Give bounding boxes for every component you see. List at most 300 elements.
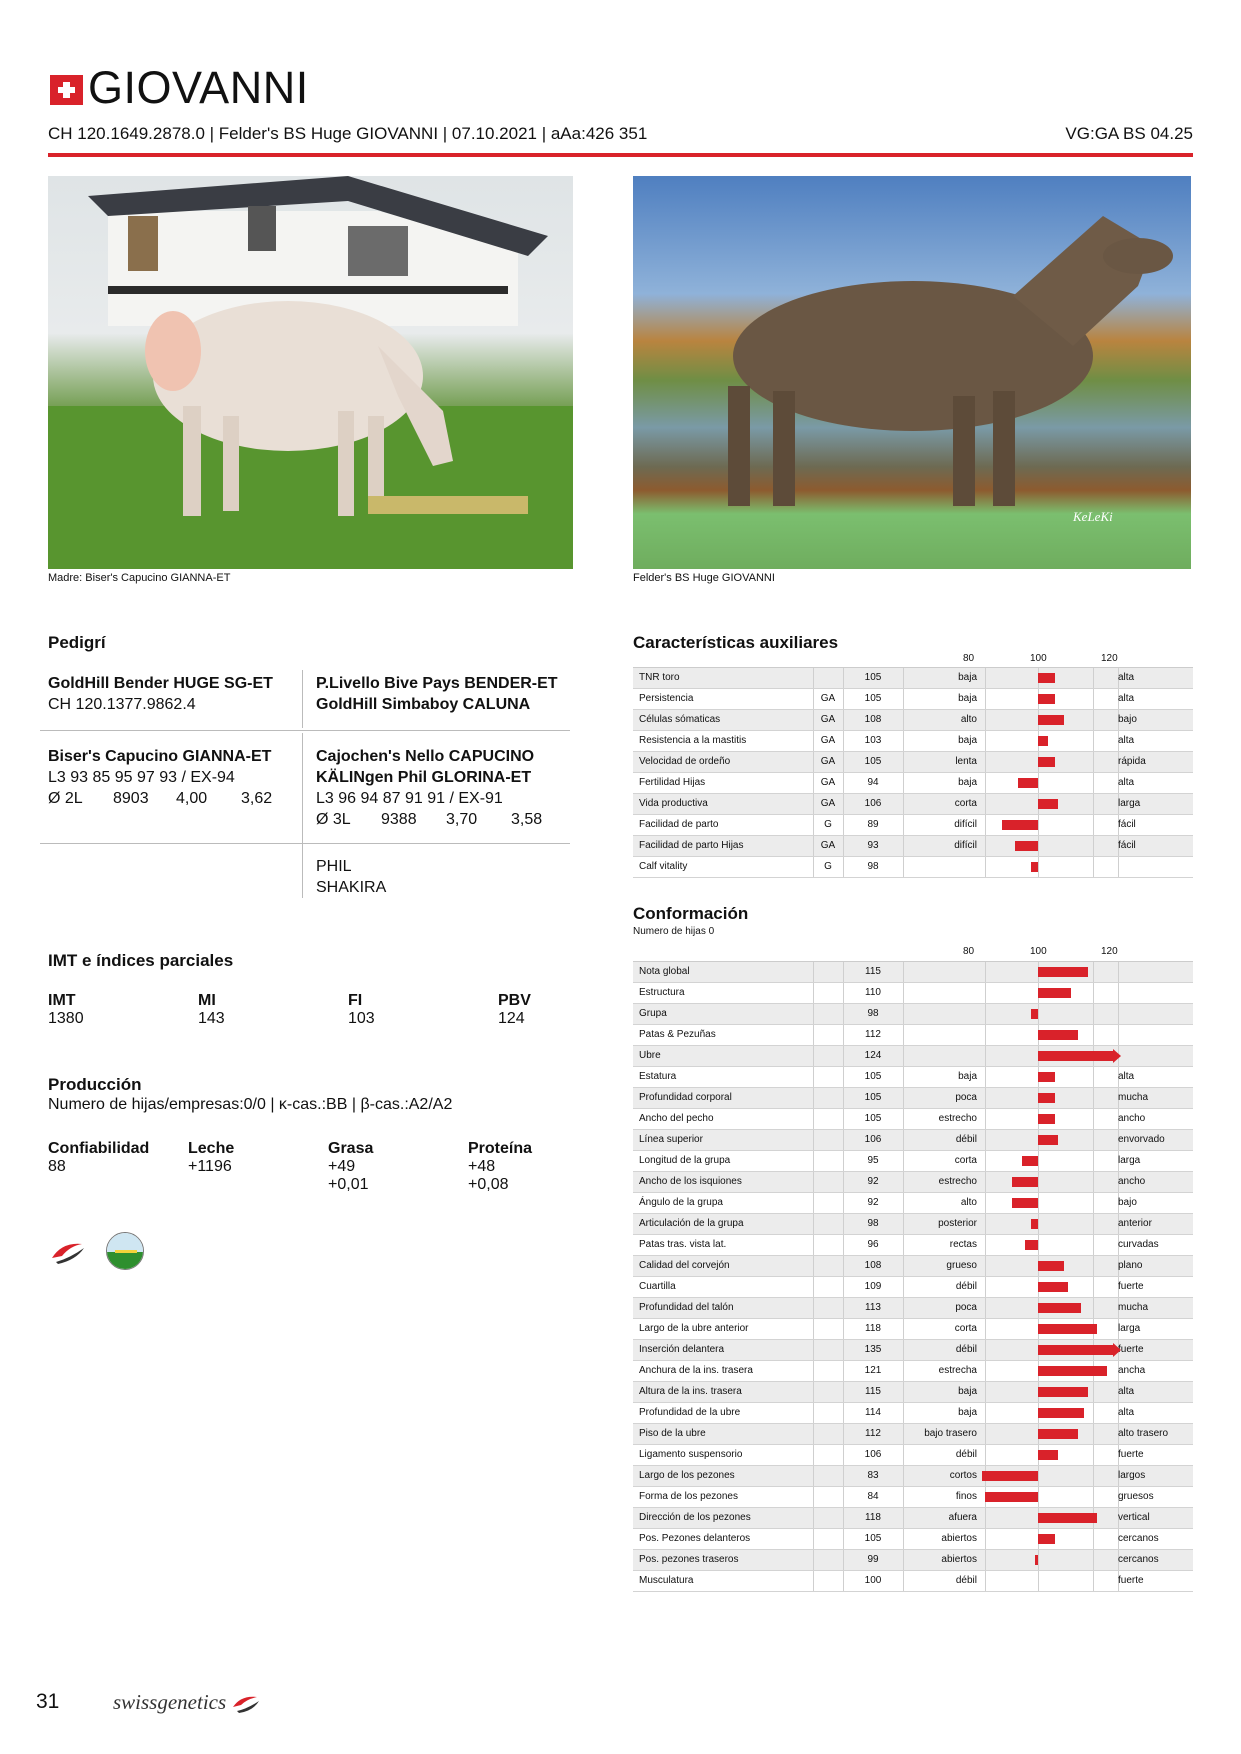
conf-trait-value: 112 [865, 1029, 881, 1040]
conf-trait-value: 115 [865, 966, 881, 977]
aux-reliability: GA [820, 714, 836, 725]
aux-trait-value: 94 [867, 777, 879, 788]
conf-trait-name: Largo de la ubre anterior [639, 1323, 749, 1334]
aux-trait-bar [1015, 841, 1038, 851]
conf-high-label: fuerte [1118, 1449, 1144, 1460]
conf-low-label: grueso [946, 1260, 977, 1271]
imt-values [48, 992, 568, 1036]
conf-trait-name: Pos. pezones traseros [639, 1554, 739, 1565]
aux-trait-bar [1038, 673, 1055, 683]
conf-row [633, 1466, 1193, 1487]
conf-trait-bar [1038, 1114, 1055, 1124]
conf-high-label: anterior [1118, 1218, 1152, 1229]
conf-row [633, 962, 1193, 983]
aux-high-label: fácil [1118, 840, 1136, 851]
conf-scale-100: 100 [1030, 946, 1047, 957]
conf-trait-bar [1038, 1261, 1064, 1271]
conf-low-label: abiertos [941, 1533, 977, 1544]
conf-trait-value: 106 [864, 1449, 882, 1460]
dam-parents-block [316, 746, 576, 830]
conf-trait-value: 92 [867, 1197, 879, 1208]
conf-trait-value: 92 [867, 1176, 879, 1187]
aux-low-label: baja [958, 693, 977, 704]
conf-row [633, 1550, 1193, 1571]
aux-scale-120: 120 [1101, 653, 1118, 664]
conf-trait-name: Forma de los pezones [639, 1491, 738, 1502]
conf-trait-arrow [1113, 1049, 1121, 1063]
dam-block [48, 746, 298, 809]
reliability-value: 88 [48, 1158, 66, 1175]
aux-trait-value: 98 [867, 861, 879, 872]
sire-parents-block [316, 673, 558, 715]
conf-high-label: curvadas [1118, 1239, 1159, 1250]
fat-col [328, 1140, 373, 1194]
conf-trait-name: Profundidad de la ubre [639, 1407, 741, 1418]
conf-row [633, 1235, 1193, 1256]
conf-low-label: cortos [949, 1470, 977, 1481]
aux-trait-value: 108 [864, 714, 882, 725]
conf-trait-bar [1038, 1387, 1088, 1397]
page-number: 31 [36, 1690, 60, 1713]
aux-reliability: GA [820, 798, 836, 809]
conf-trait-name: Profundidad corporal [639, 1092, 732, 1103]
conf-trait-value: 105 [864, 1533, 882, 1544]
conf-low-label: abiertos [941, 1554, 977, 1565]
aux-reliability [813, 668, 843, 688]
conf-trait-bar [985, 1492, 1038, 1502]
conf-trait-value: 105 [864, 1113, 882, 1124]
conf-row [633, 1319, 1193, 1340]
conf-trait-value: 99 [867, 1554, 879, 1565]
aux-trait-value: 105 [864, 756, 882, 767]
conf-low-label: débil [955, 1134, 977, 1145]
conf-row [633, 1151, 1193, 1172]
aux-row [633, 668, 1193, 689]
conf-row [633, 1256, 1193, 1277]
conf-trait-name: Inserción delantera [639, 1344, 725, 1355]
fi-label: FI [348, 992, 363, 1009]
conf-low-label: afuera [948, 1512, 977, 1523]
protein-label: Proteína [468, 1140, 533, 1157]
conf-trait-name: Largo de los pezones [639, 1470, 735, 1481]
conf-low-label: débil [955, 1575, 977, 1586]
conf-trait-bar [982, 1471, 1038, 1481]
aux-row [633, 836, 1193, 857]
conf-row [633, 1382, 1193, 1403]
brand-logo-icon [231, 1693, 261, 1715]
dam-classification: L3 93 85 95 97 93 / EX-94 [48, 769, 235, 786]
conf-trait-bar [1031, 1219, 1038, 1229]
conf-row [633, 1025, 1193, 1046]
aux-row [633, 773, 1193, 794]
bull-id-line: CH 120.1649.2878.0 | Felder's BS Huge GIOVANNI | 07.10.2021 | aAa:426 351 [48, 124, 648, 143]
conf-trait-name: Pos. Pezones delanteros [639, 1533, 751, 1544]
aux-low-label: baja [958, 777, 977, 788]
aux-trait-name: Facilidad de parto [639, 819, 719, 830]
conf-trait-bar [1038, 967, 1088, 977]
conf-row [633, 1193, 1193, 1214]
conf-low-label: estrecha [938, 1365, 977, 1376]
conf-trait-value: 96 [867, 1239, 879, 1250]
protein-col [468, 1140, 532, 1194]
conf-trait-name: Patas & Pezuñas [639, 1029, 716, 1040]
conf-trait-name: Cuartilla [639, 1281, 676, 1292]
aux-scale-100: 100 [1030, 653, 1047, 664]
conf-row [633, 1529, 1193, 1550]
protein-kg: +48 [468, 1158, 496, 1175]
conf-row [633, 1361, 1193, 1382]
aux-trait-value: 105 [864, 693, 882, 704]
aux-reliability: GA [820, 735, 836, 746]
aux-low-label: difícil [954, 819, 977, 830]
aux-high-label: bajo [1118, 714, 1137, 725]
aux-row [633, 710, 1193, 731]
conf-trait-arrow [1113, 1343, 1121, 1357]
conf-trait-bar [1025, 1240, 1038, 1250]
aux-trait-name: Resistencia a la mastitis [639, 735, 747, 746]
protein-percent: +0,08 [468, 1176, 509, 1193]
aux-row [633, 857, 1193, 878]
conf-row [633, 1508, 1193, 1529]
aux-trait-bar [1038, 694, 1055, 704]
aux-low-label: difícil [954, 840, 977, 851]
conf-trait-name: Piso de la ubre [639, 1428, 706, 1439]
conf-trait-value: 105 [864, 1071, 882, 1082]
aux-row [633, 689, 1193, 710]
conf-trait-name: Articulación de la grupa [639, 1218, 744, 1229]
conf-high-label: larga [1118, 1155, 1141, 1166]
aux-low-label: corta [954, 798, 977, 809]
pbv-item [498, 992, 531, 1028]
production-title: Producción [48, 1075, 142, 1094]
conf-trait-value: 100 [864, 1575, 882, 1586]
conf-trait-value: 113 [865, 1302, 881, 1313]
aux-low-label [903, 857, 985, 877]
dam-dam-production [316, 809, 576, 830]
conf-trait-name: Nota global [639, 966, 690, 977]
conf-low-label: corta [954, 1155, 977, 1166]
conf-trait-bar [1038, 1093, 1055, 1103]
conf-row [633, 1298, 1193, 1319]
conf-low-label: débil [955, 1281, 977, 1292]
conf-high-label: alta [1118, 1071, 1135, 1082]
conf-trait-name: Ubre [639, 1050, 661, 1061]
conf-trait-name: Ancho del pecho [639, 1113, 714, 1124]
conf-trait-value: 118 [865, 1512, 881, 1523]
conf-trait-value: 118 [865, 1323, 881, 1334]
aux-trait-name: TNR toro [639, 672, 680, 683]
milk-col [188, 1140, 234, 1176]
conf-trait-bar [1031, 1009, 1038, 1019]
aux-trait-name: Fertilidad Hijas [639, 777, 706, 788]
aux-low-label: baja [958, 672, 977, 683]
conf-low-label: baja [958, 1386, 977, 1397]
conformation-table [633, 961, 1193, 1591]
conf-trait-name: Patas tras. vista lat. [639, 1239, 727, 1250]
conf-trait-value: 106 [864, 1134, 882, 1145]
conf-trait-bar [1038, 1135, 1058, 1145]
conf-trait-name: Dirección de los pezones [639, 1512, 751, 1523]
conf-row [633, 1424, 1193, 1445]
conf-trait-bar [1038, 1534, 1055, 1544]
pedigree-divider [302, 733, 303, 898]
conf-low-label: estrecho [938, 1113, 977, 1124]
conf-row [633, 1214, 1193, 1235]
imt-item [48, 992, 84, 1028]
aux-low-label: baja [958, 735, 977, 746]
conf-trait-value: 108 [864, 1260, 882, 1271]
dam-fat: 4,00 [176, 790, 208, 807]
conf-trait-bar [1038, 1429, 1078, 1439]
photo-watermark: KeLeKi [1073, 509, 1113, 524]
milk-label: Leche [188, 1140, 235, 1157]
aux-reliability: GA [820, 777, 836, 788]
conf-trait-bar [1038, 1345, 1113, 1355]
aux-trait-name: Células sómaticas [639, 714, 721, 725]
aux-row [633, 731, 1193, 752]
aux-trait-bar [1038, 715, 1064, 725]
conf-row [633, 983, 1193, 1004]
conf-trait-name: Musculatura [639, 1575, 694, 1586]
aux-trait-bar [1031, 862, 1038, 872]
fat-kg: +49 [328, 1158, 356, 1175]
aux-high-label: alta [1118, 735, 1135, 746]
conf-low-label: débil [955, 1449, 977, 1460]
conf-row [633, 1487, 1193, 1508]
aux-trait-name: Velocidad de ordeño [639, 756, 731, 767]
imt-title: IMT e índices parciales [48, 951, 234, 970]
dam-dam-protein: 3,58 [511, 811, 543, 828]
conf-low-label: poca [955, 1092, 977, 1103]
conf-trait-bar [1038, 1366, 1107, 1376]
bull-name-title: GIOVANNI [88, 62, 309, 113]
bull-photo-caption: Felder's BS Huge GIOVANNI [633, 572, 775, 584]
dam-milk: 8903 [113, 790, 149, 807]
conf-low-label [903, 983, 985, 1003]
conf-trait-value: 83 [867, 1470, 879, 1481]
aux-trait-value: 89 [867, 819, 879, 830]
conf-high-label: vertical [1118, 1512, 1150, 1523]
conf-trait-value: 112 [865, 1428, 881, 1439]
milk-value: +1196 [188, 1158, 232, 1175]
header-divider [48, 153, 1193, 157]
conf-trait-value: 114 [865, 1407, 881, 1418]
conf-high-label: fuerte [1118, 1575, 1144, 1586]
aux-trait-bar [1002, 820, 1038, 830]
aux-title: Características auxiliares [633, 633, 839, 652]
aux-trait-value: 105 [864, 672, 882, 683]
conf-low-label [903, 1046, 985, 1066]
conf-trait-bar [1038, 1408, 1084, 1418]
conf-high-label: fuerte [1118, 1344, 1144, 1355]
conf-trait-name: Profundidad del talón [639, 1302, 734, 1313]
conf-trait-name: Longitud de la grupa [639, 1155, 731, 1166]
conf-row [633, 1046, 1193, 1067]
pedigree-title: Pedigrí [48, 633, 106, 652]
conf-low-label: poca [955, 1302, 977, 1313]
production-values [48, 1140, 568, 1206]
imt-value: 1380 [48, 1010, 84, 1027]
conf-row [633, 1067, 1193, 1088]
swiss-flag-icon [50, 75, 83, 105]
aux-low-label: alto [960, 714, 977, 725]
conf-trait-bar [1035, 1555, 1038, 1565]
aux-trait-name: Persistencia [639, 693, 694, 704]
reliability-label: Confiabilidad [48, 1140, 150, 1157]
conf-high-label: plano [1118, 1260, 1143, 1271]
dam-dam-milk: 9388 [381, 811, 417, 828]
conf-low-label [903, 962, 985, 982]
aux-high-label: alta [1118, 693, 1135, 704]
conf-trait-name: Anchura de la ins. trasera [639, 1365, 753, 1376]
conf-trait-value: 105 [864, 1092, 882, 1103]
aux-row [633, 752, 1193, 773]
conf-row [633, 1403, 1193, 1424]
aux-reliability: G [824, 861, 832, 872]
conf-row [633, 1088, 1193, 1109]
reliability-col [48, 1140, 149, 1176]
aux-trait-bar [1018, 778, 1038, 788]
conf-trait-value: 98 [867, 1008, 879, 1019]
aux-high-label: alta [1118, 672, 1135, 683]
conf-high-label: mucha [1118, 1302, 1149, 1313]
brand-name: swissgenetics [113, 1690, 227, 1714]
dam-dam-lactations: Ø 3L [316, 811, 351, 828]
mi-item [198, 992, 225, 1028]
conf-low-label: posterior [938, 1218, 977, 1229]
conf-high-label: gruesos [1118, 1491, 1154, 1502]
sire-id: CH 120.1377.9862.4 [48, 696, 196, 713]
conf-low-label: rectas [949, 1239, 977, 1250]
conf-low-label: corta [954, 1323, 977, 1334]
production-info: Numero de hijas/empresas:0/0 | κ-cas.:BB | β-cas.:A2/A2 [48, 1096, 453, 1113]
conf-high-label: alta [1118, 1407, 1135, 1418]
conf-low-label: bajo trasero [924, 1428, 977, 1439]
conf-row [633, 1109, 1193, 1130]
pbv-label: PBV [498, 992, 531, 1009]
dam-name: Biser's Capucino GIANNA-ET [48, 748, 272, 765]
conf-high-label: ancha [1118, 1365, 1146, 1376]
conf-high-label: mucha [1118, 1092, 1149, 1103]
conf-scale-120: 120 [1101, 946, 1118, 957]
conf-trait-bar [1012, 1177, 1038, 1187]
conf-row [633, 1277, 1193, 1298]
fat-label: Grasa [328, 1140, 374, 1157]
conf-trait-bar [1022, 1156, 1039, 1166]
conf-trait-bar [1038, 1450, 1058, 1460]
aux-high-label: alta [1118, 777, 1135, 788]
aux-reliability: GA [820, 693, 836, 704]
conf-trait-value: 95 [867, 1155, 879, 1166]
conf-high-label: envorvado [1118, 1134, 1165, 1145]
conf-row [633, 1130, 1193, 1151]
aux-reliability: GA [820, 756, 836, 767]
conf-trait-value: 135 [864, 1344, 882, 1355]
conf-high-label: ancho [1118, 1176, 1146, 1187]
conf-high-label: largos [1118, 1470, 1146, 1481]
pedigree-divider [40, 730, 570, 731]
aux-reliability: GA [820, 840, 836, 851]
sire-sire-name: P.Livello Bive Pays BENDER-ET [316, 675, 558, 692]
aux-trait-name: Calf vitality [639, 861, 688, 872]
ddd-dam: SHAKIRA [316, 879, 387, 896]
conf-row [633, 1172, 1193, 1193]
conf-trait-value: 84 [867, 1491, 879, 1502]
conf-trait-name: Línea superior [639, 1134, 703, 1145]
conf-trait-value: 121 [864, 1365, 882, 1376]
conf-trait-name: Grupa [639, 1008, 667, 1019]
dam-protein: 3,62 [241, 790, 273, 807]
conf-high-label: cercanos [1118, 1554, 1159, 1565]
aux-reliability: G [824, 819, 832, 830]
conf-trait-bar [1038, 1051, 1113, 1061]
conf-trait-name: Estructura [639, 987, 685, 998]
conf-high-label: fuerte [1118, 1281, 1144, 1292]
fi-item [348, 992, 375, 1028]
conf-trait-value: 115 [865, 1386, 881, 1397]
conf-trait-name: Ancho de los isquiones [639, 1176, 742, 1187]
conf-low-label [903, 1025, 985, 1045]
vg-code: VG:GA BS 04.25 [1065, 124, 1193, 143]
aux-row [633, 815, 1193, 836]
fi-value: 103 [348, 1010, 375, 1027]
conf-row [633, 1004, 1193, 1025]
conf-high-label: larga [1118, 1323, 1141, 1334]
conf-trait-bar [1038, 1324, 1097, 1334]
aux-high-label: larga [1118, 798, 1141, 809]
conf-trait-bar [1038, 988, 1071, 998]
conf-low-label: alto [960, 1197, 977, 1208]
aux-trait-name: Vida productiva [639, 798, 708, 809]
dam-sire-name: Cajochen's Nello CAPUCINO [316, 748, 535, 765]
imt-label: IMT [48, 992, 76, 1009]
aux-trait-bar [1038, 757, 1055, 767]
conf-row [633, 1445, 1193, 1466]
dam-dam-dam-block [316, 856, 386, 898]
conf-trait-bar [1012, 1198, 1038, 1208]
mi-value: 143 [198, 1010, 225, 1027]
aux-trait-bar [1038, 736, 1048, 746]
dam-lactations: Ø 2L [48, 790, 83, 807]
aux-trait-name: Facilidad de parto Hijas [639, 840, 744, 851]
conf-high-label: alto trasero [1118, 1428, 1169, 1439]
conf-trait-value: 98 [867, 1218, 879, 1229]
conf-trait-name: Ángulo de la grupa [639, 1197, 723, 1208]
aux-trait-bar [1038, 799, 1058, 809]
conf-trait-bar [1038, 1303, 1081, 1313]
conf-low-label [903, 1004, 985, 1024]
conf-low-label: baja [958, 1407, 977, 1418]
aux-row [633, 794, 1193, 815]
aux-high-label: fácil [1118, 819, 1136, 830]
conf-high-label: ancho [1118, 1113, 1146, 1124]
conformation-title: Conformación [633, 904, 749, 923]
conf-low-label: estrecho [938, 1176, 977, 1187]
aux-trait-value: 106 [864, 798, 882, 809]
footer-brand [113, 1690, 261, 1715]
conf-low-label: débil [955, 1344, 977, 1355]
ddd-sire: PHIL [316, 858, 352, 875]
aux-low-label: lenta [955, 756, 977, 767]
conf-trait-name: Calidad del corvejón [639, 1260, 730, 1271]
aux-scale-80: 80 [963, 653, 975, 664]
conf-high-label: cercanos [1118, 1533, 1159, 1544]
aux-high-label: rápida [1118, 756, 1146, 767]
conf-trait-bar [1038, 1072, 1055, 1082]
conf-trait-name: Estatura [639, 1071, 677, 1082]
dam-dam-fat: 3,70 [446, 811, 478, 828]
dam-dam-classification: L3 96 94 87 91 91 / EX-91 [316, 790, 503, 807]
